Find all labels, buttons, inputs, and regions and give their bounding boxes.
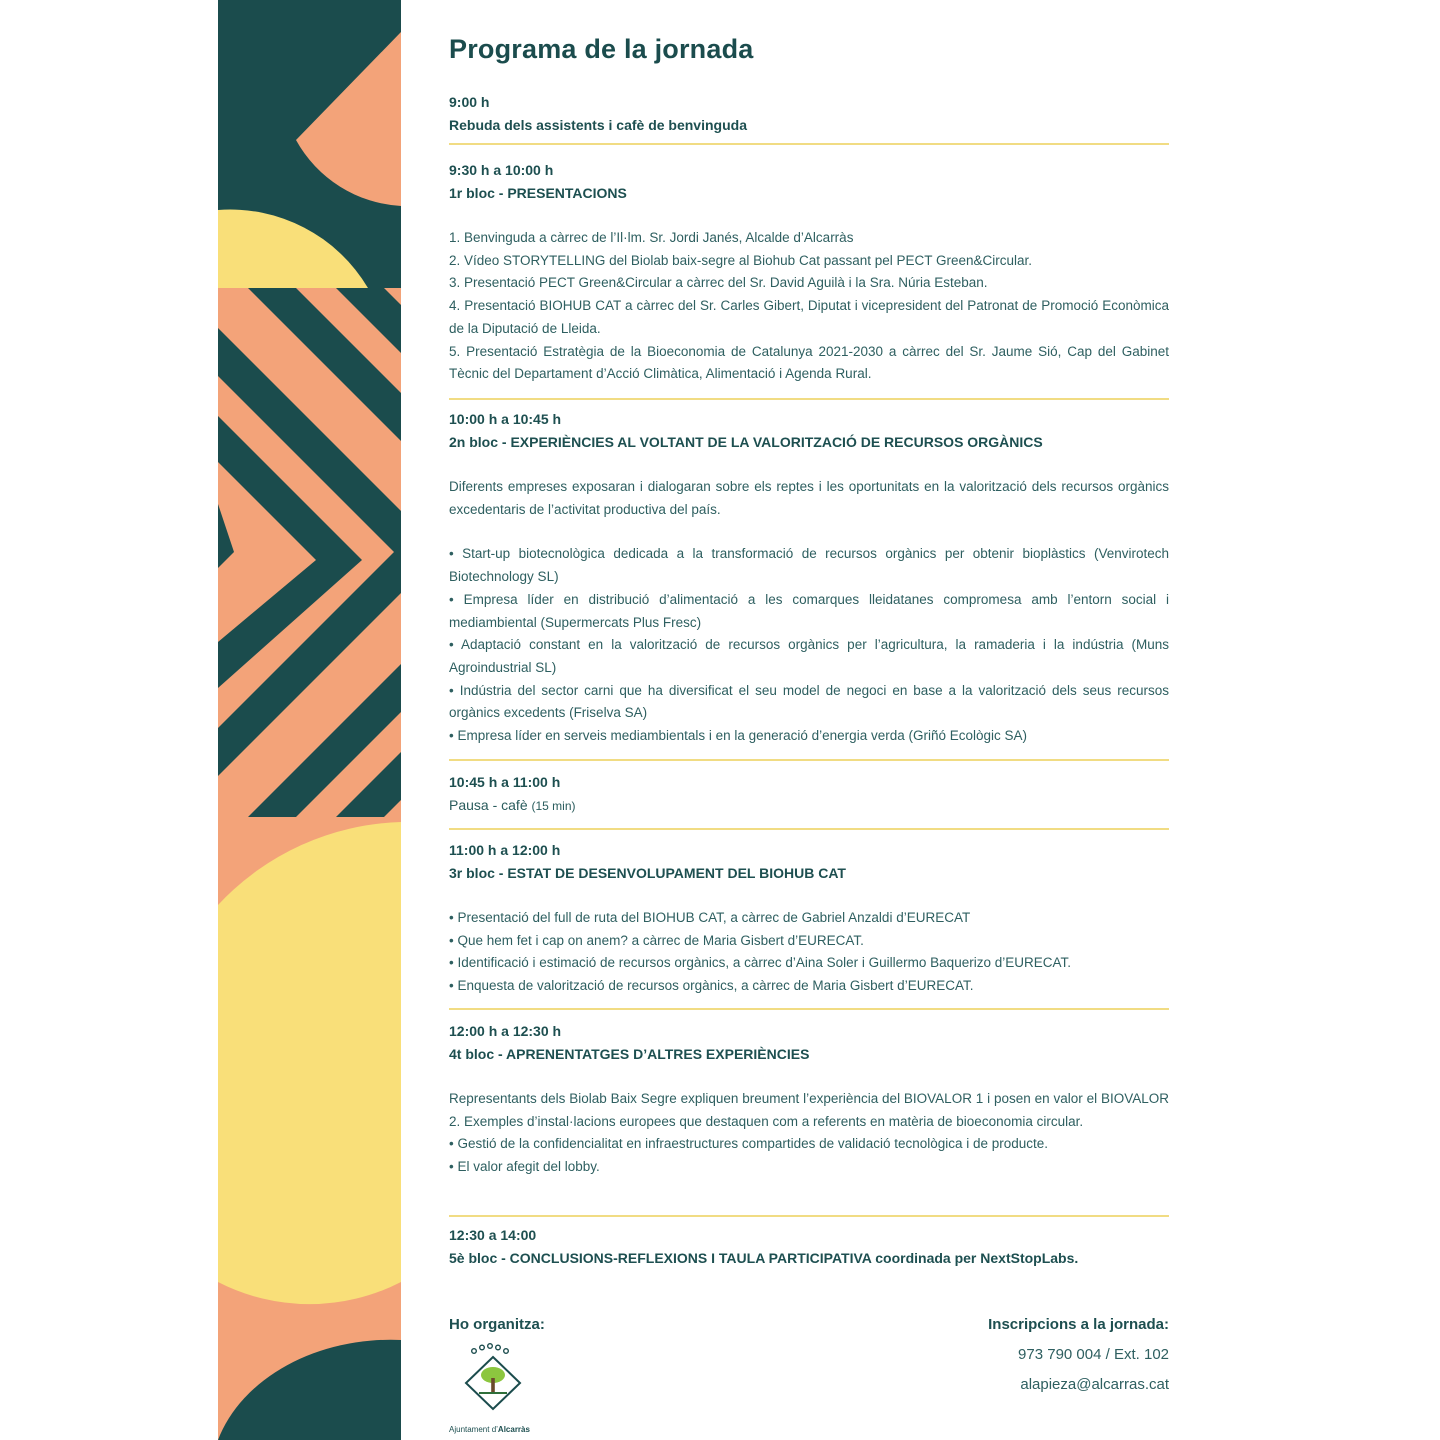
session-time: 12:30 a 14:00	[449, 1227, 537, 1243]
session-block-3	[449, 839, 1169, 998]
list-item: • Adaptació constant en la valorització de recursos orgànics per l’agricultura, la ramaderia i la indústria (Muns Agroindustrial SL)	[449, 637, 1169, 675]
session-heading: 2n bloc - EXPERIÈNCIES AL VOLTANT DE LA VALORITZACIÓ DE RECURSOS ORGÀNICS	[449, 434, 1043, 450]
registration-phone[interactable]: 973 790 004 / Ext. 102	[1018, 1346, 1169, 1363]
session-time: 9:30 h a 10:00 h	[449, 162, 554, 178]
session-welcome	[449, 91, 1169, 137]
list-item: 4. Presentació BIOHUB CAT a càrrec del Sr. Carles Gibert, Diputat i vicepresident del Patronat de Promoció Econòmica de la Diputació de Lleida.	[449, 298, 1169, 336]
session-block-5	[449, 1224, 1169, 1270]
session-heading: 1r bloc - PRESENTACIONS	[449, 185, 627, 201]
session-time: 10:00 h a 10:45 h	[449, 411, 562, 427]
session-time: 12:00 h a 12:30 h	[449, 1023, 562, 1039]
session-heading: 5è bloc - CONCLUSIONS-REFLEXIONS I TAULA PARTICIPATIVA coordinada per NextStopLabs.	[449, 1250, 1079, 1266]
session-block-2	[449, 408, 1169, 748]
list-item: • Enquesta de valorització de recursos orgànics, a càrrec de Maria Gisbert d’EURECAT.	[449, 978, 974, 994]
session-intro: Representants dels Biolab Baix Segre expliquen breument l’experiència del BIOVALOR 1 i posen en valor el BIOVALOR 2. Exemples d’instal·lacions europees que destaquen com a referents en matèria de bioeconomia circular.	[449, 1091, 1169, 1129]
section-divider	[449, 1215, 1169, 1217]
list-item: • Empresa líder en serveis mediambientals i en la generació d’energia verda (Griñó Ecològic SA)	[449, 728, 1028, 744]
registration-email[interactable]: alapieza@alcarras.cat	[1020, 1376, 1169, 1393]
session-intro: Diferents empreses exposaran i dialogaran sobre els reptes i les oportunitats en la valorització dels recursos orgànics excedentaris de l’activitat productiva del país.	[449, 479, 1169, 517]
top-pattern	[218, 0, 401, 288]
bottom-pattern	[218, 817, 401, 1440]
section-divider	[449, 398, 1169, 400]
section-divider	[449, 828, 1169, 830]
page-title: Programa de la jornada	[449, 34, 754, 64]
list-item: 2. Vídeo STORYTELLING del Biolab baix-segre al Biohub Cat passant pel PECT Green&Circular.	[449, 252, 1033, 268]
break-label: Pausa - cafè	[449, 797, 528, 813]
list-item: 1. Benvinguda a càrrec de l’Il·lm. Sr. Jordi Janés, Alcalde d’Alcarràs	[449, 230, 854, 245]
session-time: 10:45 h a 11:00 h	[449, 774, 561, 790]
decorative-side-panel	[218, 0, 401, 1440]
list-item: • Indústria del sector carni que ha diversificat el seu model de negoci en base a la valorització dels seus recursos orgànics excedents (Friselva SA)	[449, 682, 1169, 721]
list-item: 5. Presentació Estratègia de la Bioeconomia de Catalunya 2021-2030 a càrrec del Sr. Jaume Sió, Cap del Gabinet Tècnic del Departament d’Acció Climàtica, Alimentació i Agenda Rural.	[449, 343, 1169, 382]
list-item: 3. Presentació PECT Green&Circular a càrrec del Sr. David Aguilà i la Sra. Núria Esteban.	[449, 275, 988, 291]
list-item: • Que hem fet i cap on anem? a càrrec de Maria Gisbert d’EURECAT.	[449, 932, 864, 948]
organizer-logo-caption: Ajuntament d’Alcarràs	[449, 1425, 530, 1434]
break-duration: (15 min)	[531, 799, 576, 813]
chevron-pattern	[218, 288, 401, 817]
session-block-1	[449, 159, 1169, 386]
section-divider	[449, 143, 1169, 145]
session-break	[449, 771, 1169, 818]
organizer-block	[449, 1314, 669, 1435]
session-time: 11:00 h a 12:00 h	[449, 842, 561, 858]
organizer-label: Ho organitza:	[449, 1316, 545, 1333]
session-heading: 4t bloc - APRENENTATGES D’ALTRES EXPERIÈNCIES	[449, 1046, 810, 1062]
registration-label: Inscripcions a la jornada:	[988, 1316, 1169, 1333]
list-item: • El valor afegit del lobby.	[449, 1159, 600, 1175]
alcarras-shield-icon	[449, 1340, 539, 1420]
list-item: • Identificació i estimació de recursos orgànics, a càrrec d’Aina Soler i Guillermo Baquerizo d’EURECAT.	[449, 955, 1071, 971]
session-heading: Rebuda dels assistents i cafè de benvinguda	[449, 117, 747, 133]
session-subheading	[449, 794, 1169, 818]
registration-block	[889, 1314, 1169, 1400]
section-divider	[449, 759, 1169, 761]
session-block-4	[449, 1020, 1169, 1179]
list-item: • Empresa líder en distribució d’alimentació a les comarques lleidatanes compromesa amb l’entorn social i mediambiental (Supermercats Plus Fresc)	[449, 591, 1169, 630]
organizer-logo	[449, 1340, 559, 1435]
session-time: 9:00 h	[449, 94, 490, 110]
list-item: • Gestió de la confidencialitat en infraestructures compartides de validació tecnològica i de producte.	[449, 1136, 1049, 1152]
section-divider	[449, 1008, 1169, 1010]
list-item: • Start-up biotecnològica dedicada a la transformació de recursos orgànics per obtenir bioplàstics (Venvirotech Biotechnology SL)	[449, 546, 1169, 585]
list-item: • Presentació del full de ruta del BIOHUB CAT, a càrrec de Gabriel Anzaldi d’EURECAT	[449, 910, 971, 925]
session-heading: 3r bloc - ESTAT DE DESENVOLUPAMENT DEL BIOHUB CAT	[449, 865, 846, 881]
